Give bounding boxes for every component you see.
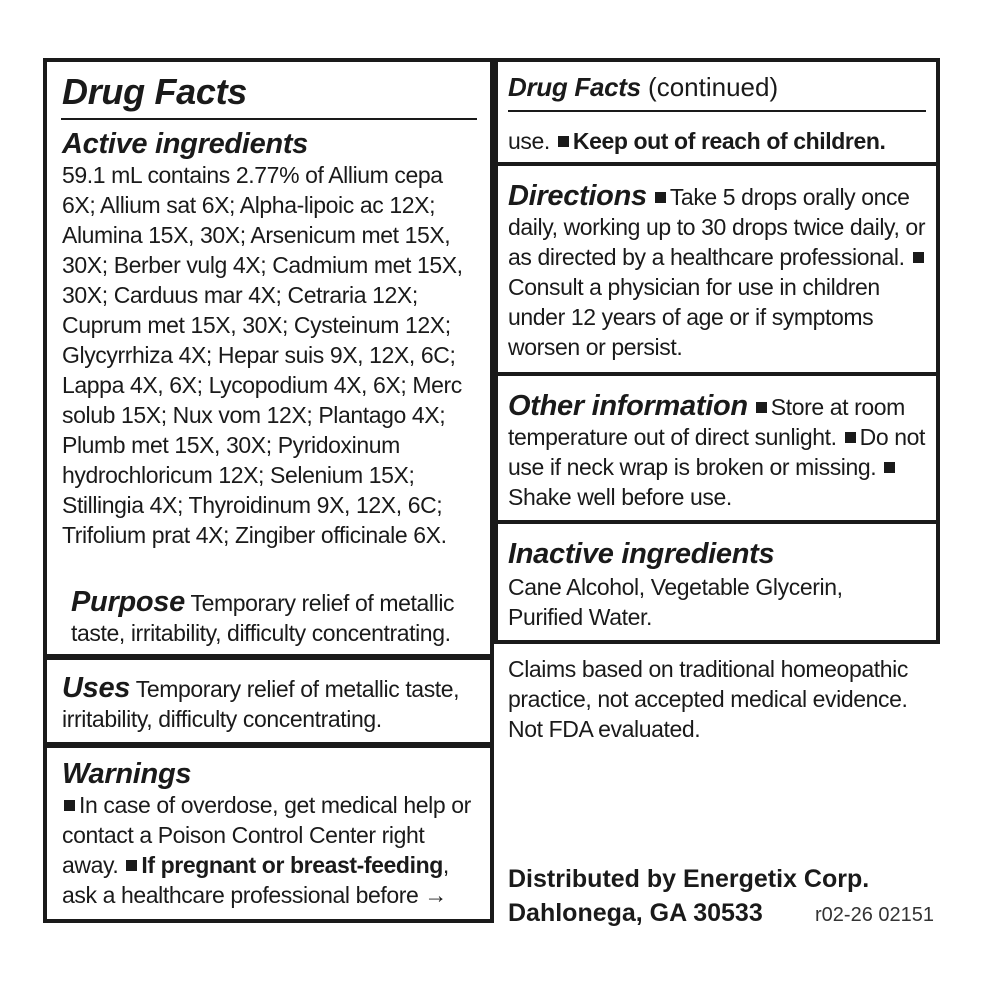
purpose-heading: Purpose	[71, 586, 185, 618]
continued-rule	[508, 110, 926, 112]
bullet-icon	[913, 252, 924, 263]
warnings-text: In case of overdose, get medical help or contact a Poison Control Center right away. If pregnant or breast-feeding, ask a healthcare professional before →	[62, 792, 471, 908]
directions-panel	[494, 162, 940, 376]
inactive-ingredients-heading: Inactive ingredients	[508, 538, 775, 570]
uses-section	[47, 660, 490, 742]
title-rule	[61, 118, 477, 120]
claims-text: Claims based on traditional homeopathic practice, not accepted medical evidence. Not FDA evaluated.	[508, 656, 908, 742]
purpose-block	[71, 586, 483, 648]
continued-title-row	[508, 72, 778, 102]
distributor-address: Dahlonega, GA 30533	[508, 899, 763, 927]
drug-facts-title: Drug Facts	[62, 71, 248, 112]
active-section	[47, 62, 490, 654]
directions-heading: Directions	[508, 180, 647, 212]
bullet-icon	[64, 800, 75, 811]
bullet-icon	[126, 860, 137, 871]
bullet-icon	[655, 192, 666, 203]
continued-panel	[494, 58, 940, 166]
purpose-text: Temporary relief of metallic taste, irritability, difficulty concentrating.	[71, 590, 455, 646]
warnings-heading: Warnings	[62, 758, 192, 790]
other-information-heading: Other information	[508, 390, 748, 422]
bullet-icon	[756, 402, 767, 413]
uses-block	[62, 672, 482, 734]
bullet-icon	[845, 432, 856, 443]
uses-text: Temporary relief of metallic taste, irritability, difficulty concentrating.	[62, 676, 460, 732]
continued-text: use. Keep out of reach of children.	[508, 128, 886, 154]
continued-title: Drug Facts	[508, 72, 641, 102]
active-ingredients-text: 59.1 mL contains 2.77% of Allium cepa 6X; Allium sat 6X; Alpha-lipoic ac 12X; Alumina 15X, 30X; Arsenicum met 15X, 30X; Berber vulg 4X; Cadmium met 15X, 30X; Carduus mar 4X; Cetraria 12X; Cuprum met 15X, 30X; Cysteinum 12X; Glycyrrhiza 4X; Hepar suis 9X, 12X, 6C; Lappa 4X, 6X; Lycopodium 4X, 6X; Merc solub 15X; Nux vom 12X; Plantago 4X; Plumb met 15X, 30X; Pyridoxinum hydrochloricum 12X; Selenium 15X; Stillingia 4X; Thyroidinum 9X, 12X, 6C; Trifolium prat 4X; Zingiber officinale 6X.	[62, 162, 463, 548]
distributor-name: Distributed by Energetix Corp.	[508, 865, 870, 893]
other-information-text: Other information Store at room temperature out of direct sunlight. Do not use if neck wrap is broken or missing. Shake well before use.	[508, 390, 926, 510]
warnings-section	[47, 748, 490, 919]
directions-text: Directions Take 5 drops orally once daily, working up to 30 drops twice daily, or as directed by a healthcare professional. Consult a physician for use in children under 12 years of age or if symptoms worsen or persist.	[508, 180, 926, 360]
other-information-panel	[494, 372, 940, 524]
uses-heading: Uses	[62, 672, 131, 704]
bullet-icon	[558, 136, 569, 147]
inactive-ingredients-panel	[494, 520, 940, 644]
continue-arrow-icon: →	[424, 882, 447, 908]
continued-suffix: (continued)	[648, 72, 779, 102]
inactive-ingredients-text: Cane Alcohol, Vegetable Glycerin, Purified Water.	[508, 574, 843, 630]
bullet-icon	[884, 462, 895, 473]
product-code: r02-26 02151	[815, 904, 934, 926]
active-ingredients-heading: Active ingredients	[62, 128, 308, 160]
